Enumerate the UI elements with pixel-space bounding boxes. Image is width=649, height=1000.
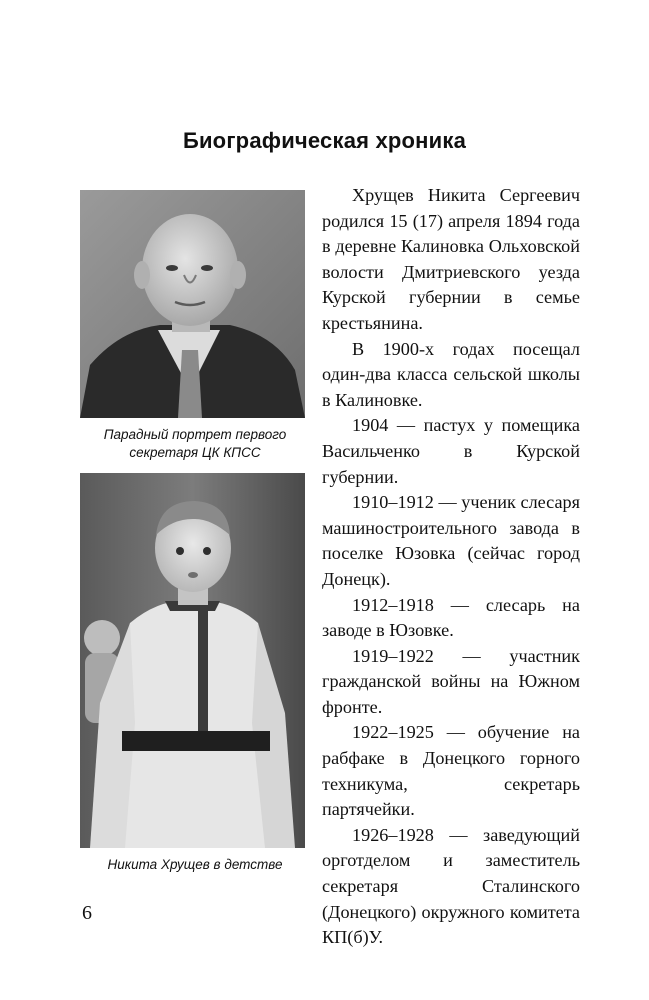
portrait-caption: Парадный портрет первого секретаря ЦК КПСС (103, 427, 287, 460)
portrait-photo (80, 190, 305, 418)
childhood-photo (80, 473, 305, 848)
paragraph: 1922–1925 — обучение на рабфаке в Донецкого горного техникума, секретарь партячейки. (322, 722, 580, 820)
paragraph: 1912–1918 — слесарь на заводе в Юзовке. (322, 594, 580, 641)
paragraph: 1919–1922 — участник гражданской войны на Южном фронте. (322, 645, 580, 717)
page-number: 6 (82, 902, 92, 924)
paragraph: 1904 — пастух у помещика Васильченко в Курской губернии. (322, 415, 580, 487)
biography-text (322, 183, 580, 951)
paragraph: 1926–1928 — заведующий орготделом и заместитель секретаря Сталинского (Донецкого) окружного комитета КП(б)У. (322, 824, 580, 948)
paragraph: Хрущев Никита Сергеевич родился 15 (17) апреля 1894 года в деревне Калиновка Ольховской волости Дмитриевского уезда Курской губернии в семье крестьянина. (322, 185, 580, 333)
paragraph: 1910–1912 — ученик слесаря машиностроительного завода в поселке Юзовка (сейчас город Донецк). (322, 492, 580, 589)
paragraph: В 1900-х годах посещал один-два класса сельской школы в Калиновке. (322, 338, 580, 410)
page-title: Биографическая хроника (182, 128, 467, 153)
childhood-caption: Никита Хрущев в детстве (107, 857, 283, 872)
